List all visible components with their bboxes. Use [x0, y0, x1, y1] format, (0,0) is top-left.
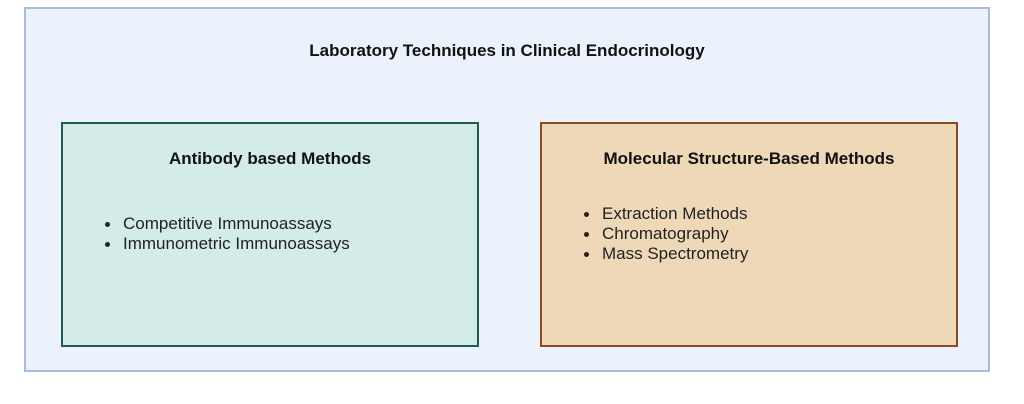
molecular-methods-box — [540, 122, 958, 347]
antibody-methods-title: Antibody based Methods — [168, 149, 372, 168]
bullet-icon — [584, 232, 589, 237]
list-item — [584, 204, 748, 224]
bullet-icon — [584, 212, 589, 217]
list-item — [105, 214, 350, 234]
diagram-container — [24, 7, 990, 372]
molecular-methods-title: Molecular Structure-Based Methods — [603, 149, 895, 168]
list-item-text: Extraction Methods — [602, 204, 748, 223]
bullet-icon — [105, 242, 110, 247]
antibody-methods-box — [61, 122, 479, 347]
list-item-text: Competitive Immunoassays — [123, 214, 332, 233]
list-item-text: Chromatography — [602, 224, 729, 243]
list-item — [584, 244, 748, 264]
bullet-icon — [584, 252, 589, 257]
diagram-title: Laboratory Techniques in Clinical Endocrinology — [309, 41, 705, 60]
molecular-methods-list — [584, 204, 748, 264]
list-item-text: Immunometric Immunoassays — [123, 234, 350, 253]
antibody-methods-list — [105, 214, 350, 254]
list-item-text: Mass Spectrometry — [602, 244, 749, 263]
bullet-icon — [105, 222, 110, 227]
list-item — [584, 224, 748, 244]
list-item — [105, 234, 350, 254]
